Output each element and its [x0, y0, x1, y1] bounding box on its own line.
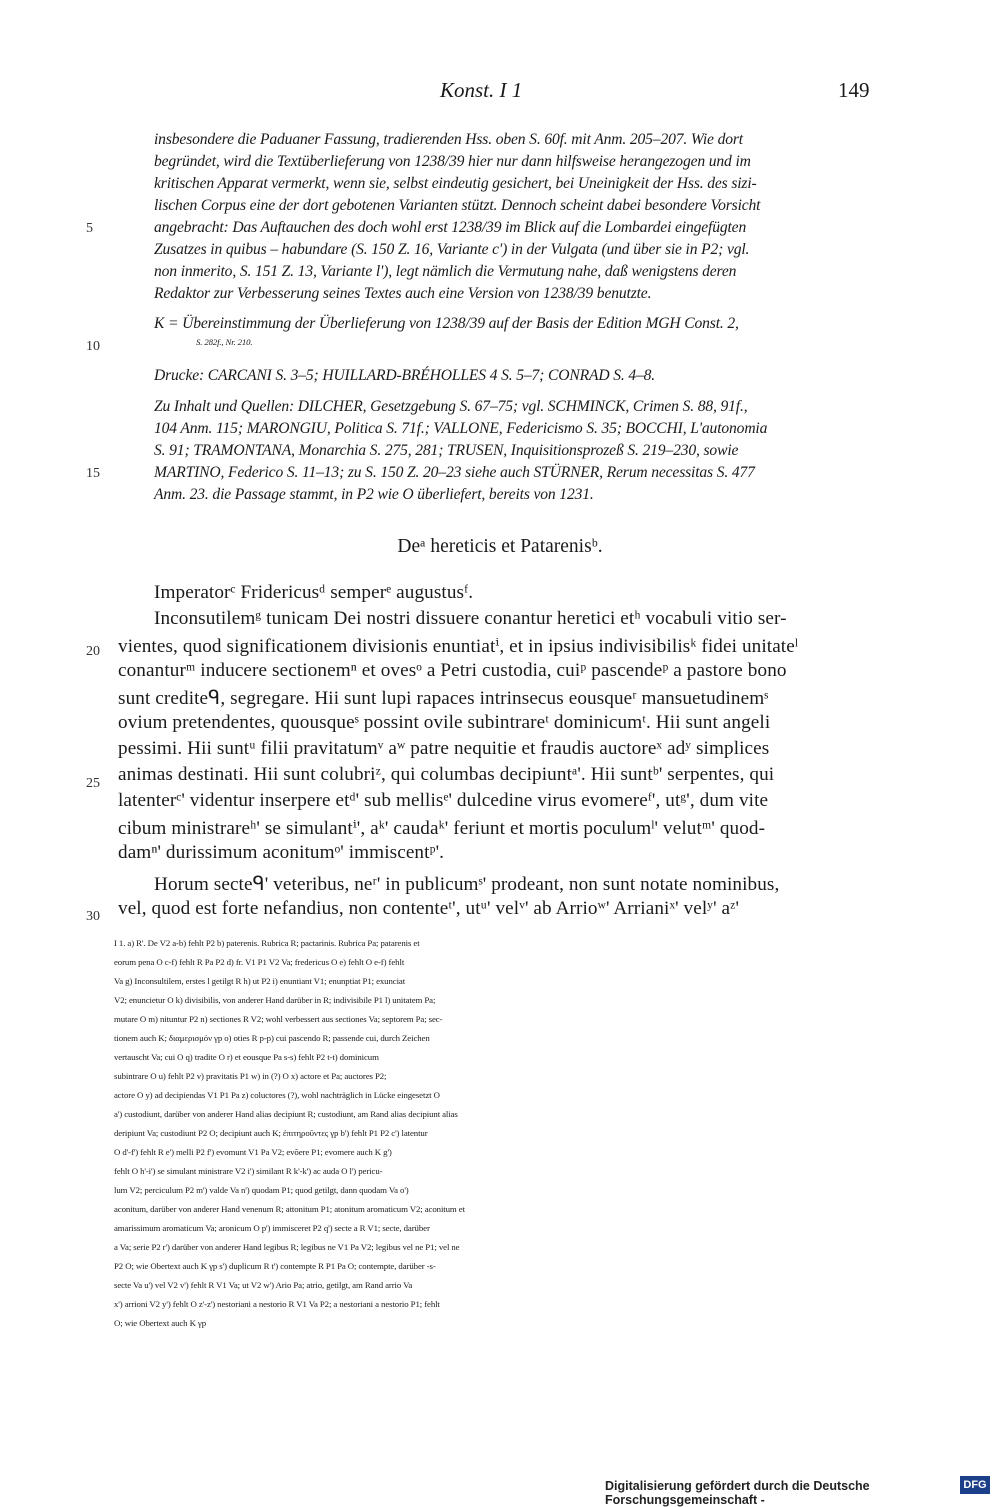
footnote-line: eorum pena O c-f) fehlt R Pa P2 d) fr. V1 P1 V2 Va; fredericus O e) fehlt O e-f) fehlt	[114, 957, 405, 967]
intro-line: Zusatzes in quibus – habundare (S. 150 Z. 16, Variante c') in der Vulgata (und über sie in P2; vgl.	[154, 241, 750, 258]
footnote-line: I 1. a) R'. De V2 a-b) fehlt P2 b) paterenis. Rubrica R; pactarinis. Rubrica Pa; patarenis et	[114, 938, 420, 948]
intro-line: MARTINO, Federico S. 11–13; zu S. 150 Z. 20–23 siehe auch STÜRNER, Rerum necessitas S. 477	[154, 464, 755, 481]
line-number: 20	[86, 644, 100, 659]
digitization-credit: Digitalisierung gefördert durch die Deutsche Forschungsgemeinschaft -	[605, 1479, 870, 1507]
dfg-logo: DFG	[960, 1476, 990, 1494]
footnote-line: actore O y) ad decipiendas V1 P1 Pa z) coluctores (?), wohl nachträglich in Lücke eingesetzt O	[114, 1090, 440, 1100]
intro-line: K = Übereinstimmung der Überlieferung von 1238/39 auf der Basis der Edition MGH Const. 2,	[154, 315, 739, 332]
line-number: 5	[86, 221, 93, 236]
footnote-line: Va g) Inconsultilem, erstes l getilgt R h) ut P2 i) enuntiant V1; enunptiat P1; exunciat	[114, 976, 406, 986]
footnote-line: a') custodiunt, darüber von anderer Hand alias decipiunt R; custodiunt, am Rand alias decipiunt alias	[114, 1109, 458, 1119]
footnote-line: vertauscht Va; cui O q) tradite O r) et eousque Pa s-s) fehlt P2 t-t) dominicum	[114, 1052, 379, 1062]
body-line: vientes, quod significationem divisionis enuntiatⁱ, et in ipsius indivisibilisᵏ fidei unitateˡ	[118, 636, 799, 657]
body-line: vel, quod est forte nefandius, non contenteᵗ', utᵘ' velᵛ' ab Arrioʷ' Arrianiˣ' velʸ' aᶻ'	[118, 898, 740, 919]
intro-line: 104 Anm. 115; MARONGIU, Politica S. 71f.; VALLONE, Federicismo S. 35; BOCCHI, L'autonomia	[154, 420, 768, 437]
body-line: cibum ministrareʰ' se simulantⁱ', aᵏ' caudaᵏ' feriunt et mortis poculumˡ' velutᵐ' quod-	[118, 818, 766, 839]
body-line: pessimi. Hii suntᵘ filii pravitatumᵛ aʷ patre nequitie et fraudis auctoreˣ adʸ simplices	[118, 738, 770, 759]
footnote-line: V2; enuncietur O k) divisibilis, von anderer Hand darüber in R; indivisibile P1 l) unitatem Pa;	[114, 995, 436, 1005]
intro-line: angebracht: Das Auftauchen des doch wohl erst 1238/39 im Blick auf die Lombardei eingefügten	[154, 219, 747, 236]
intro-line: Zu Inhalt und Quellen: DILCHER, Gesetzgebung S. 67–75; vgl. SCHMINCK, Crimen S. 88, 91f.,	[154, 398, 748, 415]
intro-line: insbesondere die Paduaner Fassung, tradierenden Hss. oben S. 60f. mit Anm. 205–207. Wie dort	[154, 131, 743, 148]
body-line: animas destinati. Hii sunt colubriᶻ, qui columbas decipiuntᵃ'. Hii suntᵇ' serpentes, qui	[118, 764, 775, 785]
footnote-line: subintrare O u) fehlt P2 v) pravitatis P1 w) in (?) O x) actore et Pa; auctores P2;	[114, 1071, 387, 1081]
line-number: 10	[86, 339, 100, 354]
body-line: conanturᵐ inducere sectionemⁿ et ovesᵒ a Petri custodia, cuiᵖ pascendeᵖ a pastore bono	[118, 660, 787, 681]
footnote-line: secte Va u') vel V2 v') fehlt R V1 Va; ut V2 w') Ario Pa; atrio, getilgt, am Rand arrio Va	[114, 1280, 413, 1290]
footnote-line: lum V2; perciculum P2 m') valde Va n') quodam P1; quod getilgt, dann quodam Va o')	[114, 1185, 409, 1195]
footnote-line: x') arrioni V2 y') fehlt O z'-z') nestoriani a nestorio R V1 Va P2; a nestoriani a nestorio P1; fehlt	[114, 1299, 440, 1309]
body-line: sunt crediteᑫ, segregare. Hii sunt lupi rapaces intrinsecus eousqueʳ mansuetudinemˢ	[118, 688, 769, 709]
footnote-line: P2 O; wie Obertext auch K γp s') duplicum R t') contempte R P1 Pa O; contempte, darüber -s-	[114, 1261, 436, 1271]
running-title: Konst. I 1	[440, 78, 523, 102]
intro-line: lischen Corpus eine der dort gebotenen Varianten stützt. Dennoch scheint dabei besondere Vorsicht	[154, 197, 761, 214]
line-number: 30	[86, 909, 100, 924]
body-line: damⁿ' durissimum aconitumᵒ' immiscentᵖ'.	[118, 842, 445, 863]
footnote-line: tionem auch K; διαμερισμόν γp o) oties R p-p) cui pascendo R; passende cui, durch Zeichen	[114, 1033, 430, 1043]
footnote-line: aconitum, darüber von anderer Hand venenum R; attonitum P1; atonitum aromaticum V2; aconitum et	[114, 1204, 465, 1214]
intro-line: Redaktor zur Verbesserung seines Textes auch eine Version von 1238/39 benutzte.	[154, 285, 652, 302]
body-line: Imperatorᶜ Fridericusᵈ semperᵉ augustusᶠ.	[154, 582, 474, 603]
page-number: 149	[838, 78, 870, 102]
intro-line: S. 91; TRAMONTANA, Monarchia S. 275, 281; TRUSEN, Inquisitionsprozeß S. 219–230, sowie	[154, 442, 739, 459]
footnote-line: mutare O m) nituntur P2 n) sectiones R V2; wohl verbessert aus sectiones Va; septorem Pa; sec-	[114, 1014, 443, 1024]
footnote-line: fehlt O h'-i') se simulant ministrare V2 i') similant R k'-k') ac auda O l') pericu-	[114, 1166, 383, 1176]
body-line: latenterᶜ' videntur inserpere etᵈ' sub mellisᵉ' dulcedine virus evomereᶠ', utᵍ', dum vite	[118, 790, 769, 811]
intro-line: Drucke: CARCANI S. 3–5; HUILLARD-BRÉHOLLES 4 S. 5–7; CONRAD S. 4–8.	[154, 367, 656, 384]
footnote-line: deripiunt Va; custodiunt P2 O; decipiunt auch K; ἐπιτηρoῦντες γp b') fehlt P1 P2 c') latentur	[114, 1128, 428, 1138]
intro-line: begründet, wird die Textüberlieferung von 1238/39 hier nur dann hilfsweise herangezogen und im	[154, 153, 751, 170]
body-line: Horum secteᑫ' veteribus, neʳ' in publicumˢ' prodeant, non sunt notate nominibus,	[154, 874, 780, 895]
section-heading: Deᵃ hereticis et Patarenisᵇ.	[397, 536, 603, 557]
line-number: 25	[86, 776, 100, 791]
body-line: ovium pretendentes, quousqueˢ possint ovile subintrareᵗ dominicumᵗ. Hii sunt angeli	[118, 712, 771, 733]
intro-line: non inmerito, S. 151 Z. 13, Variante l'), legt nämlich die Vermutung nahe, daß wenigstens deren	[154, 263, 737, 280]
line-number: 15	[86, 466, 100, 481]
body-line: Inconsutilemᵍ tunicam Dei nostri dissuere conantur heretici etʰ vocabuli vitio ser-	[154, 608, 787, 629]
footnote-line: a Va; serie P2 r') darüber von anderer Hand legibus R; legibus ne V1 Pa V2; legibus vel ne P1; vel ne	[114, 1242, 460, 1252]
intro-line: kritischen Apparat vermerkt, wenn sie, selbst eindeutig gesichert, bei Uneinigkeit der Hss. des sizi-	[154, 175, 757, 192]
intro-line: S. 282f., Nr. 210.	[196, 337, 253, 347]
footnote-line: amarissimum aromaticum Va; aronicum O p') immisceret P2 q') secte a R V1; secte, darüber	[114, 1223, 430, 1233]
footnote-line: O; wie Obertext auch K γp	[114, 1318, 207, 1328]
intro-line: Anm. 23. die Passage stammt, in P2 wie O überliefert, bereits von 1231.	[154, 486, 594, 503]
footnote-line: O d'-f') fehlt R e') melli P2 f') evomunt V1 Pa V2; evõere P1; evomere auch K g')	[114, 1147, 392, 1157]
